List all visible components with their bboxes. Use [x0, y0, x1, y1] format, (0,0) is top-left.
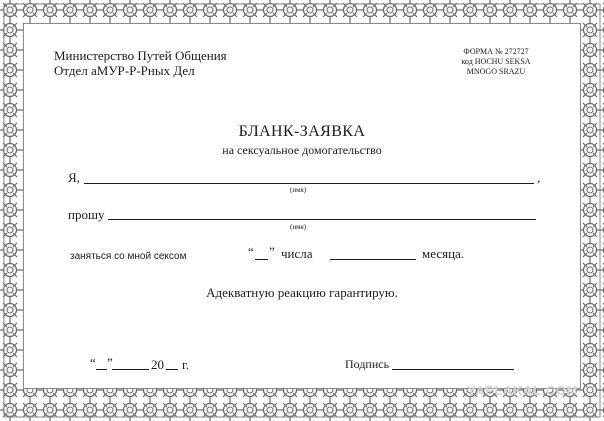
- form-subtitle: на сексуальное домогательство: [222, 143, 382, 157]
- comma: ,: [537, 170, 541, 185]
- activity-label: заняться со мной сексом: [70, 251, 187, 262]
- date-day-line[interactable]: [96, 369, 107, 370]
- ministry-name: Министерство Путей Общения: [54, 48, 227, 63]
- watermark: YAPLAKAL.COM: [467, 383, 578, 398]
- signature-label: Подпись: [345, 357, 390, 371]
- form-code-block: [436, 47, 556, 77]
- year-field-line[interactable]: [166, 369, 178, 370]
- month-word: месяца.: [422, 246, 465, 261]
- year-suffix: г.: [182, 357, 190, 372]
- day-word: числа: [281, 246, 313, 261]
- partner-name-field-line[interactable]: [108, 219, 536, 220]
- day-open-quote: “: [248, 244, 254, 259]
- date-open-quote: “: [90, 355, 96, 370]
- form-title: БЛАНК-ЗАЯВКА: [238, 123, 366, 140]
- partner-name-caption: (имя): [290, 223, 307, 231]
- name-field-line[interactable]: [84, 183, 534, 184]
- date-month-line[interactable]: [112, 369, 149, 370]
- form-code-line: код HOCHU SEKSA: [461, 57, 531, 66]
- form-number: ФОРМА № 272727: [463, 47, 529, 56]
- form-code-line: MNOGO SRAZU: [466, 67, 526, 76]
- day-field-line[interactable]: [255, 259, 268, 260]
- i-label: Я,: [68, 170, 80, 185]
- signature-field-line[interactable]: [392, 369, 514, 370]
- day-close-quote: ”: [269, 244, 275, 259]
- date-close-quote: ”: [107, 355, 113, 370]
- guarantee-text: Адекватную реакцию гарантирую.: [206, 285, 398, 300]
- year-prefix: 20: [151, 357, 164, 372]
- name-caption: (имя): [290, 186, 307, 194]
- month-field-line[interactable]: [330, 259, 416, 260]
- request-label: прошу: [68, 207, 105, 222]
- department-name: Отдел аМУР-Р-Рных Дел: [54, 63, 195, 78]
